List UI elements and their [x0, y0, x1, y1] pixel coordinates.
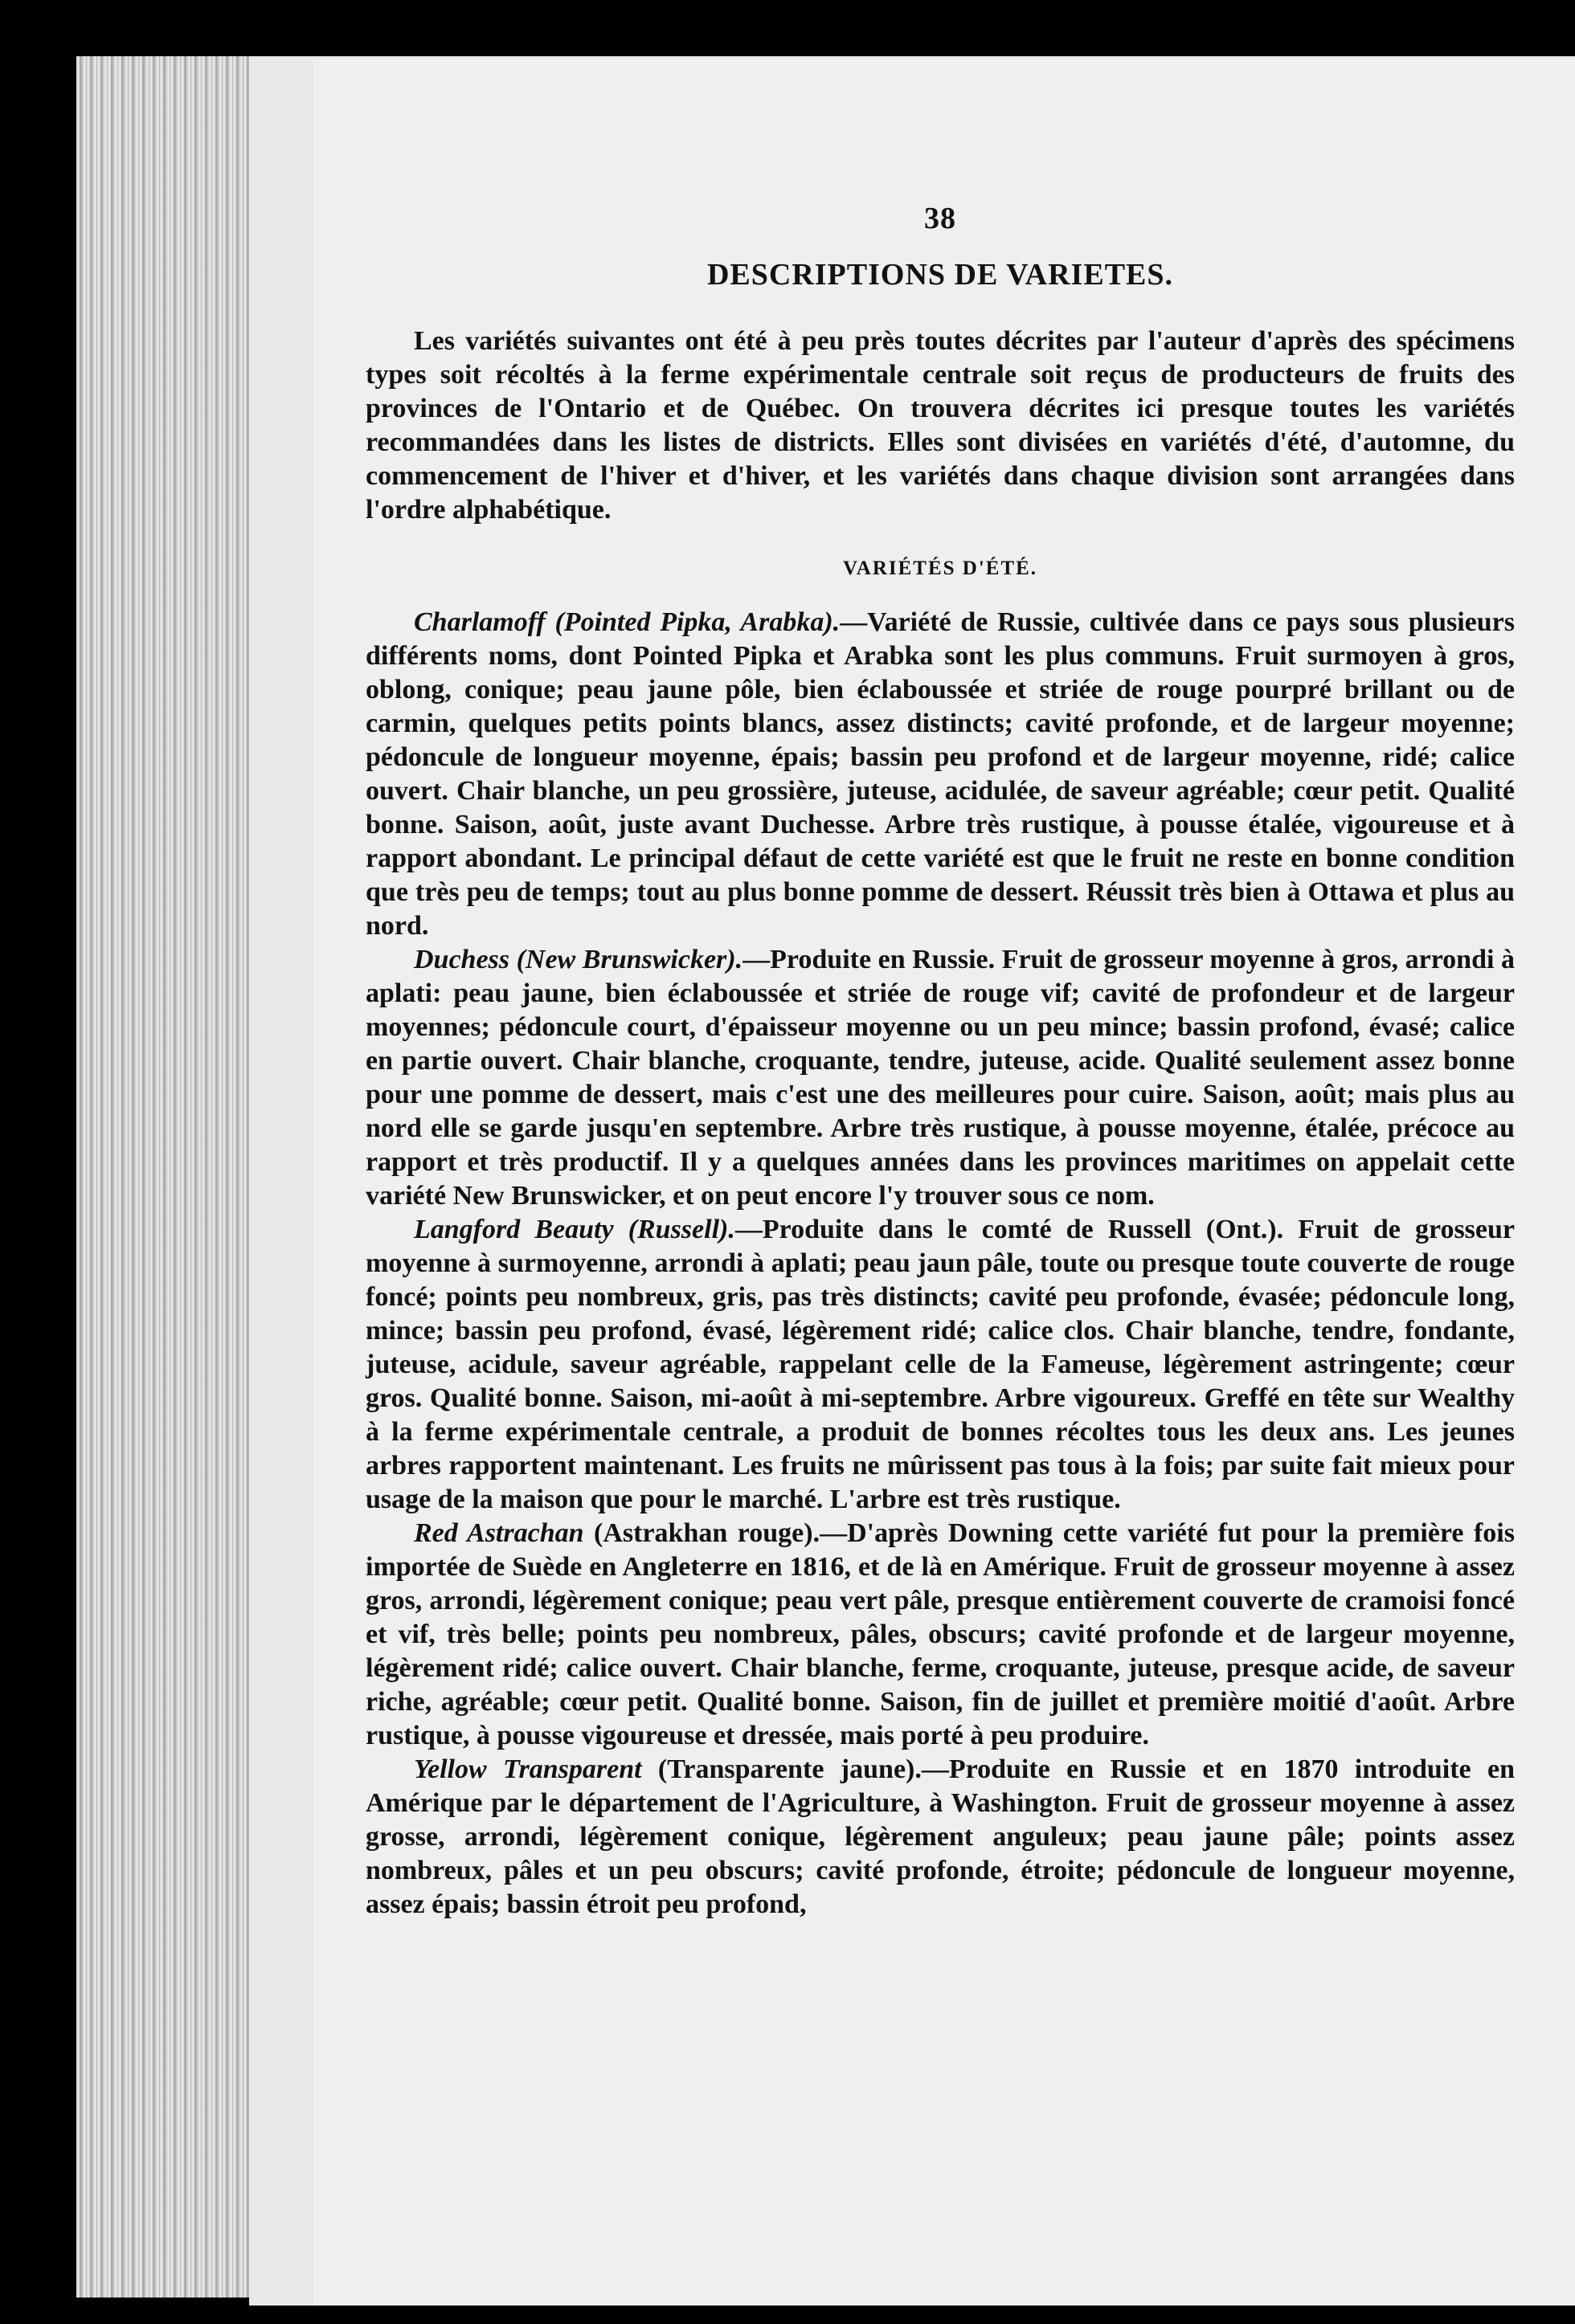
- variety-description: (Transparente jaune).—Produite en Russie et en 1870 introduite en Amérique par le département de l'Agriculture, à Washington. Fruit de grosseur moyenne à assez grosse, arrondi, légèrement conique, légèrement anguleux; peau jaune pâle; points assez nombreux, pâles et un peu obscurs; cavité profonde, étroite; pédoncule de longueur moyenne, assez épais; bassin étroit peu profond,: [366, 1754, 1515, 1919]
- entry-red-astrachan: [366, 1517, 1515, 1753]
- variety-description: —Variété de Russie, cultivée dans ce pays sous plusieurs différents noms, dont Pointed Pipka et Arabka sont les plus communs. Fruit surmoyen à gros, oblong, conique; peau jaune pôle, bien éclaboussée et striée de rouge pourpré brillant ou de carmin, quelques petits points blancs, assez distincts; cavité profonde, et de largeur moyenne; pédoncule de longueur moyenne, épais; bassin peu profond et de largeur moyenne, ridé; calice ouvert. Chair blanche, un peu grossière, juteuse, acidulée, de saveur agréable; cœur petit. Qualité bonne. Saison, août, juste avant Duchesse. Arbre très rustique, à pousse étalée, vigoureuse et à rapport abondant. Le principal défaut de cette variété est que le fruit ne reste en bonne condition que très peu de temps; tout au plus bonne pomme de dessert. Réussit très bien à Ottawa et plus au nord.: [366, 607, 1515, 941]
- entry-yellow-transparent: [366, 1753, 1515, 1922]
- section-heading: VARIÉTÉS D'ÉTÉ.: [842, 558, 1038, 579]
- intro-paragraph: Les variétés suivantes ont été à peu près toutes décrites par l'auteur d'après des spécimens types soit récoltés à la ferme expérimentale centrale soit reçus de producteurs de fruits des provinces de l'Ontario et de Québec. On trouvera décrites ici presque toutes les variétés recommandées dans les listes de districts. Elles sont divisées en variétés d'été, d'automne, du commencement de l'hiver et d'hiver, et les variétés dans chaque division sont arrangées dans l'ordre alphabétique.: [366, 326, 1515, 525]
- entry-duchess: [366, 943, 1515, 1213]
- variety-description: —Produite dans le comté de Russell (Ont.). Fruit de grosseur moyenne à surmoyenne, arrondi à aplati; peau jaun pâle, toute ou presque toute couverte de rouge foncé; points peu nombreux, gris, pas très distincts; cavité peu profonde, évasée; pédoncule long, mince; bassin peu profond, évasé, légèrement ridé; calice clos. Chair blanche, tendre, fondante, juteuse, acidule, saveur agréable, rappelant celle de la Fameuse, légèrement astringente; cœur gros. Qualité bonne. Saison, mi-août à mi-septembre. Arbre vigoureux. Greffé en tête sur Wealthy à la ferme expérimentale centrale, a produit de bonnes récoltes tous les deux ans. Les jeunes arbres rapportent maintenant. Les fruits ne mûrissent pas tous à la fois; par suite fait mieux pour usage de la maison que pour le marché. L'arbre est très rustique.: [366, 1215, 1516, 1514]
- variety-name: Charlamoff (Pointed Pipka, Arabka).: [414, 607, 841, 637]
- page-edges: [76, 56, 261, 2297]
- page-number: 38: [924, 202, 956, 235]
- variety-name: Langford Beauty (Russell).: [414, 1215, 735, 1244]
- entry-langford-beauty: [366, 1213, 1515, 1517]
- variety-name: Yellow Transparent: [414, 1754, 642, 1784]
- variety-description: —Produite en Russie. Fruit de grosseur moyenne à gros, arrondi à aplati: peau jaune, bien éclaboussée et striée de rouge vif; cavité de profondeur et de largeur moyennes; pédoncule court, d'épaisseur moyenne ou un peu mince; bassin profond, évasé; calice en partie ouvert. Chair blanche, croquante, tendre, juteuse, acide. Qualité seulement assez bonne pour une pomme de dessert, mais c'est une des meilleures pour cuire. Saison, août; mais plus au nord elle se garde jusqu'en septembre. Arbre très rustique, à pousse moyenne, étalée, précoce au rapport et très productif. Il y a quelques années dans les provinces maritimes on appelait cette variété New Brunswicker, et on peut encore l'y trouver sous ce nom.: [366, 945, 1516, 1211]
- page-title: DESCRIPTIONS DE VARIETES.: [706, 258, 1174, 292]
- variety-name: Duchess (New Brunswicker).: [414, 945, 743, 974]
- variety-name: Red Astrachan: [414, 1518, 584, 1548]
- entry-charlamoff: [366, 606, 1515, 943]
- page-content: [366, 201, 1515, 1922]
- variety-description: (Astrakhan rouge).—D'après Downing cette variété fut pour la première fois importée de Suède en Angleterre en 1816, et de là en Amérique. Fruit de grosseur moyenne à assez gros, arrondi, légèrement conique; peau vert pâle, presque entièrement couverte de cramoisi foncé et vif, très belle; points peu nombreux, pâles, obscurs; cavité profonde et de largeur moyenne, légèrement ridé; calice ouvert. Chair blanche, ferme, croquante, juteuse, presque acide, de saveur riche, agréable; cœur petit. Qualité bonne. Saison, fin de juillet et première moitié d'août. Arbre rustique, à pousse vigoureuse et dressée, mais porté à peu produire.: [366, 1518, 1515, 1750]
